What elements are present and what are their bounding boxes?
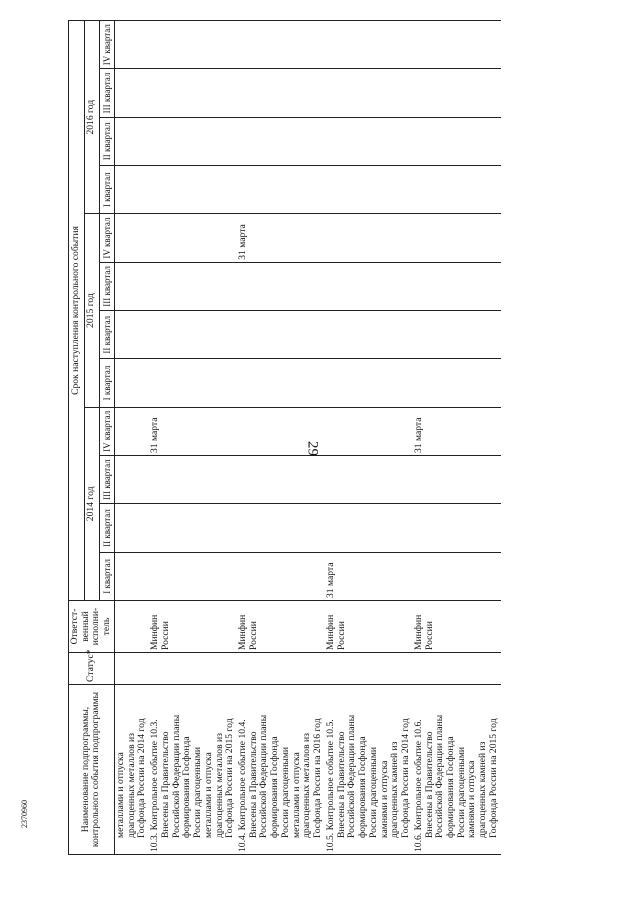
quarter-cell xyxy=(325,166,413,214)
quarter-cell xyxy=(413,214,501,262)
table-row xyxy=(114,21,149,855)
quarter-cell xyxy=(325,262,413,310)
event-name-line: формирования Госфонда xyxy=(269,736,281,838)
quarter-cell xyxy=(114,214,149,262)
event-name-line: камнями и отпуска xyxy=(378,760,390,838)
quarter-cell xyxy=(325,117,413,165)
table-row xyxy=(325,21,413,855)
quarter-cell xyxy=(114,21,149,69)
status-cell xyxy=(325,653,413,685)
header-year-2014: 2014 год xyxy=(84,407,100,600)
quarter-cell xyxy=(114,504,149,552)
event-name-line: формирования Госфонда xyxy=(181,736,193,838)
quarter-cell xyxy=(114,359,149,407)
event-name-line: металлами и отпуска xyxy=(114,752,126,838)
quarter-cell xyxy=(237,21,325,69)
quarter-cell xyxy=(413,262,501,310)
event-name-line: 10.6. Контрольное событие 10.6. xyxy=(412,719,424,852)
header-status: Статус* xyxy=(69,653,115,685)
responsible-cell: Минфин России xyxy=(149,601,237,653)
header-quarter: III квартал xyxy=(100,69,115,117)
event-name-cell xyxy=(325,685,413,855)
event-name-line: Госфонда России на 2015 год xyxy=(224,718,236,838)
event-name-line: Российской Федерации планы xyxy=(346,714,358,838)
quarter-cell xyxy=(149,456,237,504)
quarter-cell: 31 марта xyxy=(325,552,413,600)
header-name: Наименование подпрограммы, контрольного события подпрограммы xyxy=(69,685,115,855)
quarter-cell xyxy=(325,214,413,262)
quarter-cell xyxy=(114,552,149,600)
event-name-line: России драгоценными xyxy=(367,746,379,838)
table-row xyxy=(413,21,501,855)
quarter-cell xyxy=(237,504,325,552)
header-quarter: I квартал xyxy=(100,552,115,600)
status-cell xyxy=(413,653,501,685)
header-year-2016: 2016 год xyxy=(84,21,100,214)
quarter-cell xyxy=(413,311,501,359)
event-name-line: Госфонда России на 2015 год xyxy=(487,718,499,838)
event-name-line: Внесены в Правительство xyxy=(335,731,347,838)
quarter-cell xyxy=(325,456,413,504)
quarter-cell xyxy=(325,21,413,69)
header-quarter: II квартал xyxy=(100,504,115,552)
event-name-line: Госфонда России на 2016 год xyxy=(312,718,324,838)
quarter-cell xyxy=(149,359,237,407)
event-name-cell xyxy=(413,685,501,855)
quarter-cell xyxy=(413,166,501,214)
quarter-cell xyxy=(114,407,149,455)
quarter-cell xyxy=(413,552,501,600)
header-quarter: III квартал xyxy=(100,456,115,504)
event-name-cell xyxy=(237,685,325,855)
event-name-line: Российской Федерации планы xyxy=(258,714,270,838)
responsible-cell: Минфин России xyxy=(325,601,413,653)
page-number: 29 xyxy=(304,441,321,456)
event-name-line: драгоценных камней из xyxy=(477,741,489,838)
quarter-cell xyxy=(325,359,413,407)
event-name-line: драгоценных металлов из xyxy=(213,733,225,838)
quarter-cell xyxy=(413,504,501,552)
quarter-cell xyxy=(413,69,501,117)
event-name-line: драгоценных камней из xyxy=(389,741,401,838)
event-name-line: драгоценных металлов из xyxy=(301,733,313,838)
quarter-cell xyxy=(149,262,237,310)
event-name-line: 10.4. Контрольное событие 10.4. xyxy=(237,719,249,852)
event-name-line: России драгоценными xyxy=(279,746,291,838)
table-row xyxy=(237,21,325,855)
quarter-cell xyxy=(325,407,413,455)
quarter-cell xyxy=(149,166,237,214)
control-events-table xyxy=(68,20,501,855)
quarter-cell xyxy=(237,311,325,359)
quarter-cell xyxy=(237,456,325,504)
quarter-cell: 31 марта xyxy=(237,214,325,262)
event-name-line: России драгоценными xyxy=(455,746,467,838)
event-name-cell xyxy=(149,685,237,855)
event-name-line: 10.3. Контрольное событие 10.3. xyxy=(149,719,161,852)
footer-code: 2370960 xyxy=(20,800,29,828)
event-name-line: камнями и отпуска xyxy=(466,760,478,838)
quarter-cell xyxy=(149,117,237,165)
responsible-cell: Минфин России xyxy=(237,601,325,653)
event-name-line: Российской Федерации планы xyxy=(170,714,182,838)
event-name-line: Внесены в Правительство xyxy=(247,731,259,838)
header-year-2015: 2015 год xyxy=(84,214,100,407)
quarter-cell: 31 марта xyxy=(149,407,237,455)
status-cell xyxy=(114,653,149,685)
event-name-line: формирования Госфонда xyxy=(357,736,369,838)
quarter-cell xyxy=(149,504,237,552)
status-cell xyxy=(149,653,237,685)
quarter-cell xyxy=(325,69,413,117)
header-quarter: IV квартал xyxy=(100,214,115,262)
quarter-cell xyxy=(413,359,501,407)
quarter-cell xyxy=(237,166,325,214)
header-quarter: IV квартал xyxy=(100,21,115,69)
quarter-cell xyxy=(413,117,501,165)
quarter-cell xyxy=(149,552,237,600)
quarter-cell xyxy=(237,117,325,165)
table-body xyxy=(114,21,500,855)
quarter-cell xyxy=(325,311,413,359)
event-name-line: Российской Федерации планы xyxy=(434,714,446,838)
quarter-cell xyxy=(114,69,149,117)
header-deadline: Срок наступления контрольного события xyxy=(69,21,85,601)
quarter-cell xyxy=(237,359,325,407)
header-responsible: Ответст-венный исполни-тель xyxy=(69,601,115,653)
status-cell xyxy=(237,653,325,685)
header-quarter: II квартал xyxy=(100,117,115,165)
event-name-line: металлами и отпуска xyxy=(202,752,214,838)
responsible-cell xyxy=(114,601,149,653)
event-name-line: Внесены в Правительство xyxy=(159,731,171,838)
event-name-line: России драгоценными xyxy=(192,746,204,838)
header-quarter: I квартал xyxy=(100,359,115,407)
quarter-cell xyxy=(114,262,149,310)
event-name-cell xyxy=(114,685,149,855)
quarter-cell xyxy=(413,21,501,69)
quarter-cell xyxy=(237,552,325,600)
event-name-line: Госфонда России на 2014 год xyxy=(136,718,148,838)
table-row xyxy=(149,21,237,855)
quarter-cell xyxy=(114,456,149,504)
quarter-cell: 31 марта xyxy=(413,407,501,455)
quarter-cell xyxy=(237,69,325,117)
quarter-cell xyxy=(114,311,149,359)
event-name-line: Госфонда России на 2014 год xyxy=(400,718,412,838)
rotated-table-wrapper xyxy=(68,20,554,855)
quarter-cell xyxy=(114,117,149,165)
quarter-cell xyxy=(149,69,237,117)
quarter-cell xyxy=(149,21,237,69)
responsible-cell: Минфин России xyxy=(413,601,501,653)
quarter-cell xyxy=(413,456,501,504)
header-quarter: I квартал xyxy=(100,166,115,214)
quarter-cell xyxy=(114,166,149,214)
event-name-line: драгоценных металлов из xyxy=(125,733,137,838)
header-quarter: IV квартал xyxy=(100,407,115,455)
quarter-cell xyxy=(237,262,325,310)
header-quarter: II квартал xyxy=(100,311,115,359)
event-name-line: металлами и отпуска xyxy=(290,752,302,838)
quarter-cell xyxy=(149,311,237,359)
quarter-cell xyxy=(325,504,413,552)
quarter-cell xyxy=(149,214,237,262)
quarter-cell xyxy=(237,407,325,455)
event-name-line: Внесены в Правительство xyxy=(423,731,435,838)
event-name-line: 10.5. Контрольное событие 10.5. xyxy=(324,719,336,852)
header-quarter: III квартал xyxy=(100,262,115,310)
event-name-line: формирования Госфонда xyxy=(444,736,456,838)
